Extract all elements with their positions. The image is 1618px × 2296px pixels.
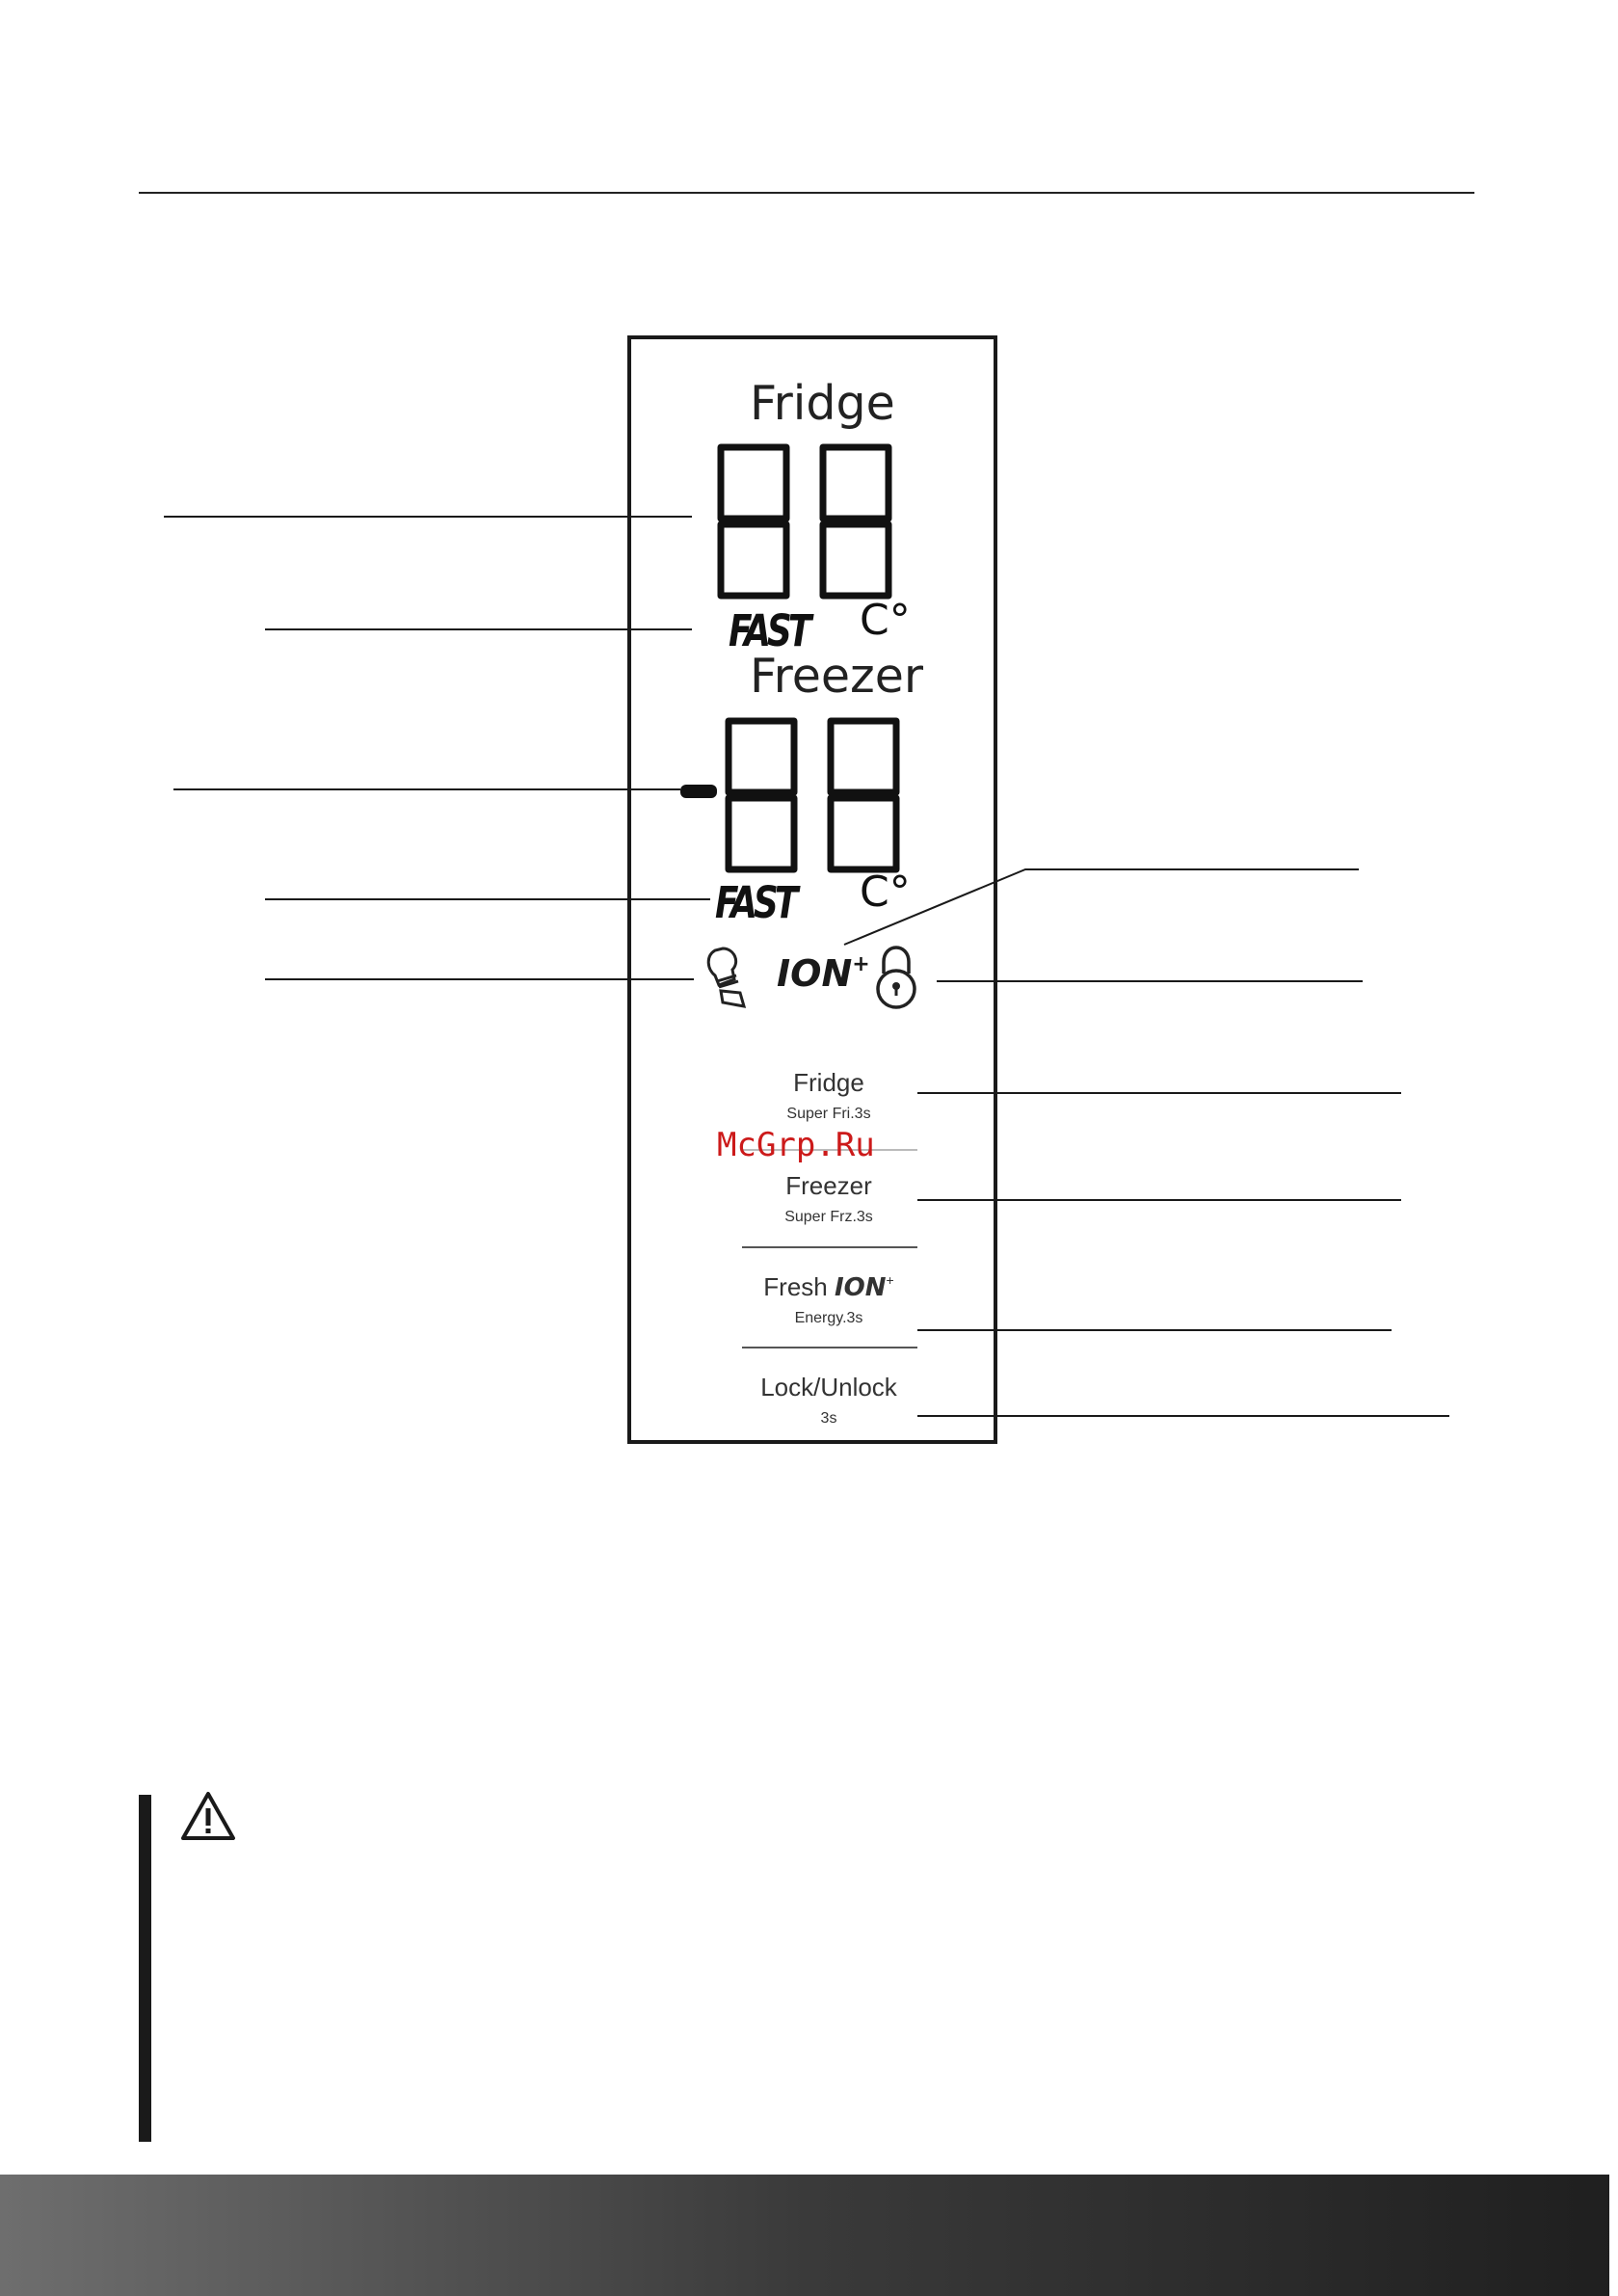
callout-line-ion <box>838 864 1365 948</box>
fridge-celsius-indicator: C° <box>860 596 911 645</box>
fridge-button-label: Fridge <box>793 1068 864 1097</box>
freezer-minus-sign <box>680 785 717 798</box>
ion-indicator <box>777 952 870 995</box>
watermark-text: McGrp.Ru <box>717 1126 875 1164</box>
freezer-button[interactable] <box>713 1171 944 1226</box>
fresh-ion-button-text: Fresh <box>763 1272 828 1301</box>
warning-triangle-icon <box>179 1789 237 1843</box>
callout-line-fridge-fast <box>265 628 692 630</box>
callout-line-bulb <box>265 978 694 980</box>
callout-line-freezer-button <box>917 1199 1401 1201</box>
freezer-temperature-digits <box>719 715 921 879</box>
callout-line-fridge-temp <box>164 516 692 518</box>
lock-unlock-button-hint: 3s <box>820 1410 837 1427</box>
footer-band <box>0 2175 1618 2296</box>
fridge-fast-indicator: FAST <box>729 607 809 657</box>
freezer-button-label: Freezer <box>785 1171 872 1200</box>
callout-line-fresh-ion-button <box>917 1329 1392 1331</box>
ion-indicator-text: ION <box>777 952 853 995</box>
footer-edge <box>1609 2175 1618 2296</box>
freezer-fast-indicator: FAST <box>715 879 795 929</box>
callout-line-freezer-fast <box>265 898 710 900</box>
lock-unlock-button[interactable] <box>713 1373 944 1428</box>
freezer-button-hint: Super Frz.3s <box>784 1209 873 1225</box>
fresh-ion-button-label <box>713 1272 944 1302</box>
lock-unlock-button-label: Lock/Unlock <box>760 1373 897 1402</box>
fridge-button-hint: Super Fri.3s <box>786 1106 871 1122</box>
padlock-icon <box>873 945 919 1010</box>
freezer-celsius-indicator: C° <box>860 868 911 917</box>
fresh-ion-button-hint: Energy.3s <box>794 1310 863 1326</box>
header-rule <box>139 192 1474 194</box>
ion-indicator-plus: + <box>852 952 870 976</box>
callout-line-fridge-button <box>917 1092 1401 1094</box>
freezer-display-title: Freezer <box>750 649 923 704</box>
callout-line-freezer-temp <box>173 788 680 790</box>
bulb-icon <box>702 947 754 1010</box>
button-separator <box>742 1347 917 1348</box>
fresh-ion-button-plus: + <box>886 1272 894 1288</box>
fresh-ion-button[interactable] <box>713 1272 944 1327</box>
button-separator <box>742 1246 917 1248</box>
warning-note-bar <box>139 1795 151 2142</box>
callout-line-lock-button <box>917 1415 1449 1417</box>
fridge-temperature-digits <box>711 441 914 605</box>
fresh-ion-button-ion: ION <box>834 1273 887 1302</box>
fridge-button[interactable] <box>713 1068 944 1123</box>
fridge-display-title: Fridge <box>750 376 895 431</box>
callout-line-lock <box>937 980 1363 982</box>
